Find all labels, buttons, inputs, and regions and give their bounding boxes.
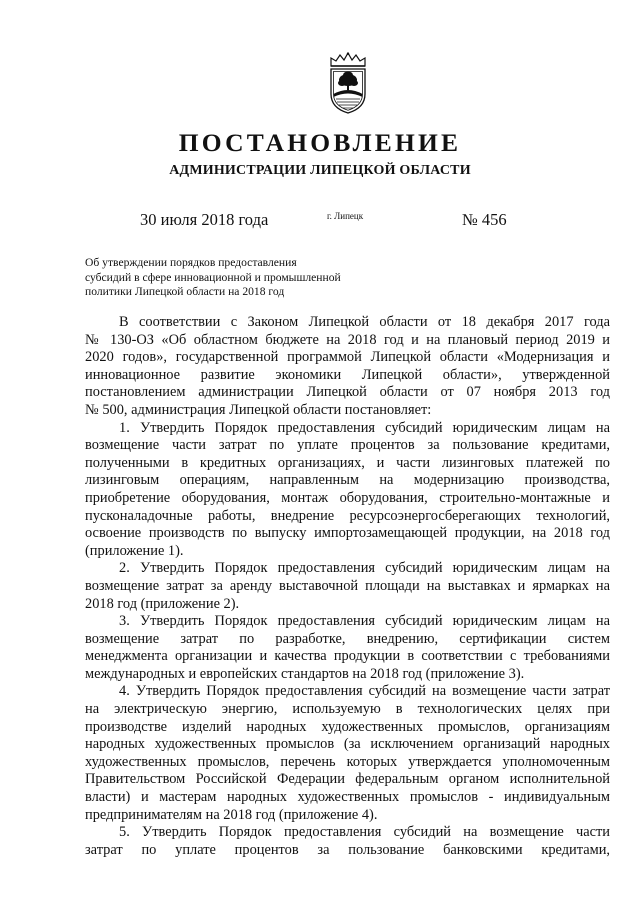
paragraph-item-3 [85, 613, 610, 683]
text-line: № 500, администрация Липецкой области постановляет: [85, 401, 432, 418]
text-line: власти) и мастерам народных художественных промыслов - индивидуальным [85, 789, 610, 806]
document-title: ПОСТАНОВЛЕНИЕ [178, 128, 462, 157]
text-line: 2018 год (приложение 2). [85, 595, 240, 612]
text-line: народных художественных промыслов (за исключением организаций народных [85, 736, 610, 753]
text-line: Правительством Российской Федерации федеральным органом исполнительной [85, 771, 610, 788]
paragraph-preamble [85, 314, 610, 420]
text-line: 3. Утвердить Порядок предоставления субсидий юридическим лицам на [119, 613, 610, 630]
text-line: возмещение части затрат по уплате процентов за пользование кредитами, [85, 437, 610, 454]
text-line: возмещение затрат по разработке, внедрению, сертификации систем [85, 630, 610, 647]
document-date: 30 июля 2018 года [140, 210, 269, 229]
subject-line: Об утверждении порядков предоставления [85, 256, 297, 269]
text-line: производстве изделий народных художественных промыслов, организациям [85, 718, 610, 735]
coat-of-arms-icon [322, 52, 374, 114]
text-line: приобретение оборудования, монтаж оборудования, строительно-монтажные и [85, 489, 610, 506]
paragraph-item-1 [85, 420, 610, 561]
subject-line: субсидий в сфере инновационной и промышленной [85, 270, 341, 284]
text-line: инновационное развитие экономики Липецкой области», утвержденной [85, 366, 610, 383]
text-line: 2020 годов», государственной программой Липецкой области «Модернизация и [85, 349, 610, 366]
document-body [85, 314, 610, 859]
paragraph-item-2 [85, 560, 610, 613]
text-line: лизинговым операциям, направленным на модернизацию производства, [85, 472, 610, 489]
text-line: 4. Утвердить Порядок предоставления субсидий на возмещение части затрат [119, 683, 610, 700]
text-line: полученными в кредитных организациях, и части лизинговых платежей по [85, 454, 610, 471]
text-line: № 130-ОЗ «Об областном бюджете на 2018 год и на плановый период 2019 и [85, 331, 610, 348]
paragraph-item-5 [85, 824, 610, 859]
text-line: 1. Утвердить Порядок предоставления субсидий юридическим лицам на [119, 419, 610, 436]
text-line: на электрическую энергию, используемую в технологических целях при [85, 701, 610, 718]
document-issuer: АДМИНИСТРАЦИИ ЛИПЕЦКОЙ ОБЛАСТИ [169, 163, 471, 178]
text-line: В соответствии с Законом Липецкой области от 18 декабря 2017 года [119, 314, 610, 330]
text-line: освоение производств по выпуску импортозамещающей продукции, на 2018 год [85, 525, 610, 542]
text-line: международных и европейских стандартов на 2018 год (приложение 3). [85, 665, 525, 682]
text-line: пусконаладочные работы, внедрение ресурсоэнергосберегающих технологий, [85, 507, 610, 524]
document-number: № 456 [462, 210, 507, 229]
text-line: (приложение 1). [85, 542, 184, 559]
text-line: менеджмента организации и качества продукции в соответствии с требованиями [85, 648, 610, 665]
document-city: г. Липецк [327, 211, 364, 221]
text-line: предпринимателям на 2018 год (приложение 4). [85, 806, 378, 823]
text-line: 2. Утвердить Порядок предоставления субсидий юридическим лицам на [119, 560, 610, 577]
subject-line: политики Липецкой области на 2018 год [85, 285, 285, 298]
text-line: 5. Утвердить Порядок предоставления субсидий на возмещение части [119, 824, 610, 841]
text-line: постановлением администрации Липецкой области от 07 ноября 2013 год [85, 384, 610, 401]
text-line: затрат по уплате процентов за пользование банковскими кредитами, [85, 841, 610, 858]
text-line: возмещение затрат за аренду выставочной площади на выставках и ярмарках на [85, 577, 610, 594]
text-line: художественных промыслов, перечень которых утверждается уполномоченным [85, 753, 610, 770]
paragraph-item-4 [85, 683, 610, 824]
document-subject [85, 256, 385, 300]
